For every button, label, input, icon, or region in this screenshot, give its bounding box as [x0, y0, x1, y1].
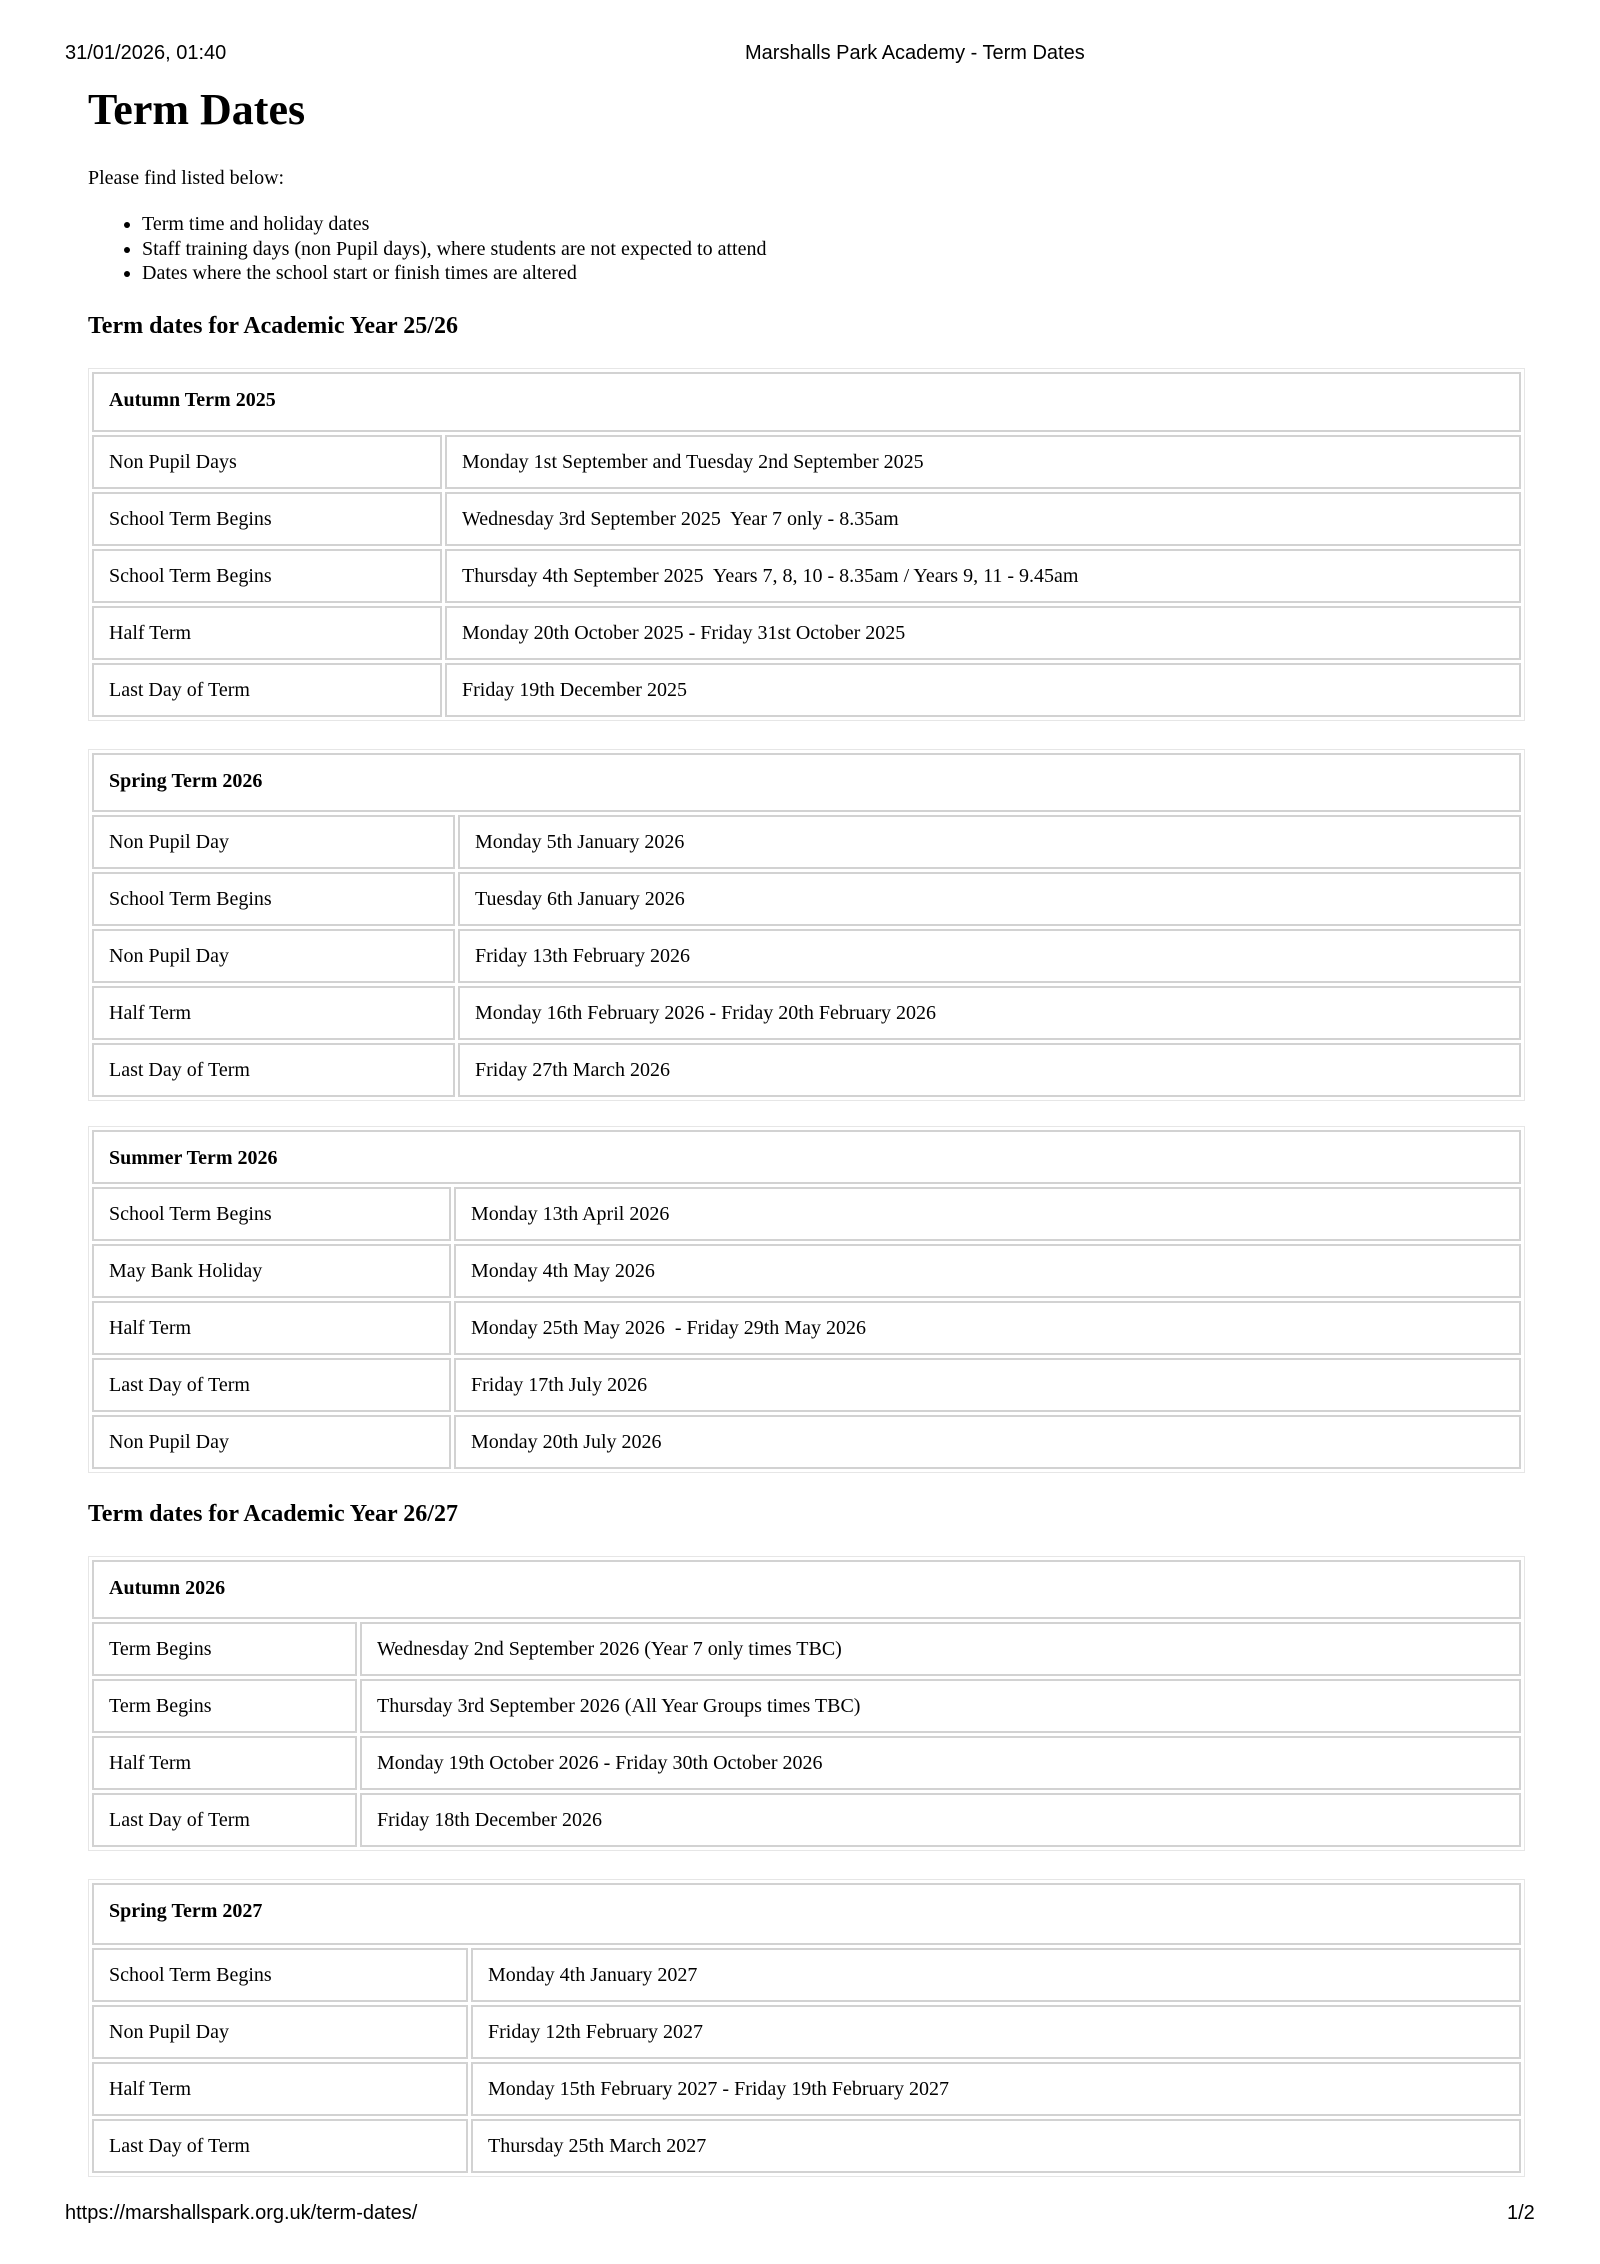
print-page-number: 1/2 — [1507, 2202, 1535, 2224]
row-label: School Term Begins — [92, 492, 442, 546]
bullet-item: • Dates where the school start or finish times are altered — [142, 261, 766, 286]
table-row — [92, 492, 1521, 546]
row-label: Half Term — [92, 986, 455, 1040]
row-label: Last Day of Term — [92, 1043, 455, 1097]
row-value: Monday 4th January 2027 — [471, 1948, 1521, 2002]
intro-text: Please find listed below: — [88, 167, 285, 189]
row-value: Monday 16th February 2026 - Friday 20th February 2026 — [458, 986, 1521, 1040]
row-value: Friday 13th February 2026 — [458, 929, 1521, 983]
table-row — [92, 606, 1521, 660]
year-heading-25-26: Term dates for Academic Year 25/26 — [88, 313, 458, 339]
table-row — [92, 1187, 1521, 1241]
term-title: Autumn Term 2025 — [92, 372, 1521, 432]
bullet-item: • Term time and holiday dates — [142, 212, 766, 237]
row-label: Last Day of Term — [92, 2119, 468, 2173]
table-row — [92, 2062, 1521, 2116]
term-header-row — [92, 372, 1521, 432]
term-header-row — [92, 1560, 1521, 1619]
row-label: Last Day of Term — [92, 1358, 451, 1412]
row-label: Half Term — [92, 606, 442, 660]
print-page-title: Marshalls Park Academy - Term Dates — [745, 42, 1085, 64]
row-value: Monday 20th July 2026 — [454, 1415, 1521, 1469]
term-table-summer-2026 — [88, 1126, 1525, 1473]
table-row — [92, 1301, 1521, 1355]
term-table-spring-2026 — [88, 749, 1525, 1101]
table-row — [92, 872, 1521, 926]
row-label: Half Term — [92, 2062, 468, 2116]
page-title: Term Dates — [88, 85, 306, 134]
term-table-autumn-2026 — [88, 1556, 1525, 1851]
term-header-row — [92, 1883, 1521, 1945]
row-value: Friday 19th December 2025 — [445, 663, 1521, 717]
table-row — [92, 1415, 1521, 1469]
row-value: Monday 15th February 2027 - Friday 19th February 2027 — [471, 2062, 1521, 2116]
term-table-autumn-2025 — [88, 368, 1525, 721]
row-value: Wednesday 2nd September 2026 (Year 7 only times TBC) — [360, 1622, 1521, 1676]
row-value: Monday 5th January 2026 — [458, 815, 1521, 869]
row-value: Thursday 3rd September 2026 (All Year Groups times TBC) — [360, 1679, 1521, 1733]
term-header-row — [92, 753, 1521, 812]
row-value: Monday 4th May 2026 — [454, 1244, 1521, 1298]
row-label: Non Pupil Days — [92, 435, 442, 489]
row-value: Monday 19th October 2026 - Friday 30th October 2026 — [360, 1736, 1521, 1790]
table-row — [92, 1793, 1521, 1847]
table-row — [92, 549, 1521, 603]
table-row — [92, 435, 1521, 489]
table-row — [92, 1736, 1521, 1790]
term-title: Spring Term 2026 — [92, 753, 1521, 812]
table-row — [92, 1948, 1521, 2002]
row-label: Term Begins — [92, 1622, 357, 1676]
row-value: Friday 12th February 2027 — [471, 2005, 1521, 2059]
table-row — [92, 1622, 1521, 1676]
term-header-row — [92, 1130, 1521, 1184]
row-label: School Term Begins — [92, 872, 455, 926]
row-label: Non Pupil Day — [92, 2005, 468, 2059]
row-label: Last Day of Term — [92, 663, 442, 717]
term-title: Spring Term 2027 — [92, 1883, 1521, 1945]
row-label: Non Pupil Day — [92, 815, 455, 869]
table-row — [92, 1244, 1521, 1298]
year-heading-26-27: Term dates for Academic Year 26/27 — [88, 1501, 458, 1527]
print-datetime: 31/01/2026, 01:40 — [65, 42, 227, 64]
row-label: Term Begins — [92, 1679, 357, 1733]
row-value: Monday 13th April 2026 — [454, 1187, 1521, 1241]
row-value: Wednesday 3rd September 2025 Year 7 only - 8.35am — [445, 492, 1521, 546]
row-value: Thursday 25th March 2027 — [471, 2119, 1521, 2173]
table-row — [92, 1043, 1521, 1097]
table-row — [92, 929, 1521, 983]
bullet-item: • Staff training days (non Pupil days), where students are not expected to attend — [142, 237, 766, 262]
table-row — [92, 2119, 1521, 2173]
row-label: Non Pupil Day — [92, 1415, 451, 1469]
row-value: Thursday 4th September 2025 Years 7, 8, 10 - 8.35am / Years 9, 11 - 9.45am — [445, 549, 1521, 603]
term-title: Summer Term 2026 — [92, 1130, 1521, 1184]
row-label: May Bank Holiday — [92, 1244, 451, 1298]
row-value: Monday 1st September and Tuesday 2nd September 2025 — [445, 435, 1521, 489]
table-row — [92, 2005, 1521, 2059]
term-table-spring-2027 — [88, 1879, 1525, 2177]
table-row — [92, 986, 1521, 1040]
row-label: Last Day of Term — [92, 1793, 357, 1847]
print-url: https://marshallspark.org.uk/term-dates/ — [65, 2202, 418, 2224]
term-title: Autumn 2026 — [92, 1560, 1521, 1619]
row-label: Half Term — [92, 1736, 357, 1790]
row-label: School Term Begins — [92, 1948, 468, 2002]
row-value: Tuesday 6th January 2026 — [458, 872, 1521, 926]
row-value: Friday 18th December 2026 — [360, 1793, 1521, 1847]
row-value: Monday 25th May 2026 - Friday 29th May 2026 — [454, 1301, 1521, 1355]
row-label: School Term Begins — [92, 549, 442, 603]
row-value: Monday 20th October 2025 - Friday 31st October 2025 — [445, 606, 1521, 660]
table-row — [92, 1679, 1521, 1733]
table-row — [92, 815, 1521, 869]
row-label: Half Term — [92, 1301, 451, 1355]
row-value: Friday 17th July 2026 — [454, 1358, 1521, 1412]
intro-bullet-list — [88, 212, 766, 286]
row-label: Non Pupil Day — [92, 929, 455, 983]
table-row — [92, 663, 1521, 717]
row-value: Friday 27th March 2026 — [458, 1043, 1521, 1097]
table-row — [92, 1358, 1521, 1412]
row-label: School Term Begins — [92, 1187, 451, 1241]
